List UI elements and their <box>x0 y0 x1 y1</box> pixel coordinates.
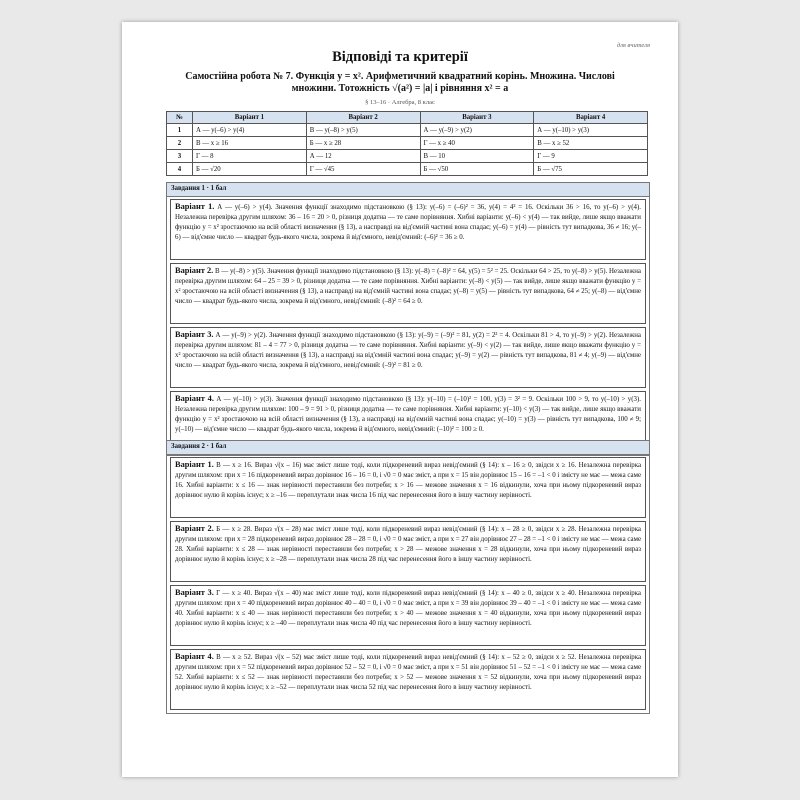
task-1-section <box>166 182 650 456</box>
page-subtitle: Самостійна робота № 7. Функція y = x². Арифметичний квадратний корінь. Множина. Числові множини. Тотожність √(a²) = |a| і рівняння x² = a <box>185 71 615 94</box>
table-row <box>167 124 648 137</box>
table-cell: Г — x ≥ 40 <box>420 137 534 150</box>
variant-label: Варіант 3. <box>175 330 214 339</box>
task-2-variant-4-card <box>170 649 646 710</box>
row-number: 4 <box>167 163 193 176</box>
table-cell: Б — x ≥ 28 <box>306 137 420 150</box>
page-title: Відповіді та критерії <box>332 49 468 65</box>
answer-sheet-page <box>122 22 678 777</box>
variant-label: Варіант 3. <box>175 588 214 597</box>
table-row <box>167 150 648 163</box>
variant-label: Варіант 4. <box>175 652 214 661</box>
variant-explanation: А — y(–9) > y(2). Значення функції знаходимо підстановкою (§ 13): y(–9) = (–9)² = 81, y(2) = 2² = 4. Оскільки 81 > 4, то y(–9) > y(2). Незалежна перевірка другим шляхом: 81 – 4 = 77 > 0, різниця додатна — те саме порівняння. Хибні варіанти: y(–9) < y(2) — так вийде, лише якщо вважати функцію y = x² зростаючою на всій області визначення (§ 13), а насправді на від'ємній частині вона спадає; y(–9) = y(2) — рівність тут випадкова, 81 ≠ 4; y(–9) — від'ємне число — квадрат будь-якого числа, зокрема й від'ємного, невід'ємний: (–9)² = 81 ≥ 0. <box>175 332 641 369</box>
variant-explanation: А — y(–10) > y(3). Значення функції знаходимо підстановкою (§ 13): y(–10) = (–10)² = 100, y(3) = 3² = 9. Оскільки 100 > 9, то y(–10) > y(3). Незалежна перевірка другим шляхом: 100 – 9 = 91 > 0, різниця додатна — те саме порівняння. Хибні варіанти: y(–10) < y(3) — так вийде, лише якщо вважати функцію y = x² зростаючою на всій області визначення (§ 13), а насправді на від'ємній частині вона спадає; y(–10) = y(3) — рівність тут випадкова, 100 ≠ 9; y(–10) — від'ємне число — квадрат будь-якого числа, зокрема й від'ємного, невід'ємний: (–10)² = 100 ≥ 0. <box>175 396 642 433</box>
task-2-section <box>166 440 650 714</box>
table-cell: А — y(–10) > y(3) <box>534 124 648 137</box>
table-cell: Б — √50 <box>420 163 534 176</box>
table-cell: В — x ≥ 52 <box>534 137 648 150</box>
variant-label: Варіант 1. <box>175 202 215 211</box>
table-row <box>167 163 648 176</box>
task-1-variant-2-card <box>170 263 646 324</box>
column-header-number: № <box>167 112 193 124</box>
answer-table <box>166 111 648 176</box>
variant-label: Варіант 4. <box>175 394 214 403</box>
variant-label: Варіант 2. <box>175 524 214 533</box>
table-cell: Б — √20 <box>193 163 307 176</box>
task-2-variant-2-card <box>170 521 646 582</box>
variant-explanation: В — x ≥ 16. Вираз √(x – 16) має зміст лише тоді, коли підкореневий вираз невід'ємний (§ 14): x – 16 ≥ 0, звідси x ≥ 16. Незалежна перевірка другим шляхом: при x = 16 підкореневий вираз дорівнює 16 – 16 = 0, і √0 = 0 має зміст, а при x = 15 він дорівнює 15 – 16 = –1 < 0 і змісту не має — межа саме 16. Хибні варіанти: x ≤ 16 — знак нерівності переставили без потреби; x > 16 — межове значення x = 16 відкинули, хоча при ньому підкореневий вираз дорівнює нулю й корінь існує; x ≥ –16 — переплутали знак числа 16 під час перенесення його в іншу частину нерівності. <box>175 462 641 499</box>
row-number: 1 <box>167 124 193 137</box>
table-cell: А — y(–9) > y(2) <box>420 124 534 137</box>
column-header-variant-1: Варіант 1 <box>193 112 307 124</box>
table-cell: В — x ≥ 16 <box>193 137 307 150</box>
task-2-variant-3-card <box>170 585 646 646</box>
variant-explanation: В — y(–8) > y(5). Значення функції знаходимо підстановкою (§ 13): y(–8) = (–8)² = 64, y(5) = 5² = 25. Оскільки 64 > 25, то y(–8) > y(5). Незалежна перевірка другим шляхом: 64 – 25 = 39 > 0, різниця додатна — те саме порівняння. Хибні варіанти: y(–8) < y(5) — так вийде, лише якщо вважати функцію y = x² зростаючою на всій області визначення (§ 13), а насправді на від'ємній частині вона спадає; y(–8) = y(5) — рівність тут випадкова, 64 ≠ 25; y(–8) — від'ємне число — квадрат будь-якого числа, зокрема й від'ємного, невід'ємний: (–8)² = 64 ≥ 0. <box>175 268 641 305</box>
table-cell: Б — √75 <box>534 163 648 176</box>
variant-explanation: В — x ≥ 52. Вираз √(x – 52) має зміст лише тоді, коли підкореневий вираз невід'ємний (§ 14): x – 52 ≥ 0, звідси x ≥ 52. Незалежна перевірка другим шляхом: при x = 52 підкореневий вираз дорівнює 52 – 52 = 0, і √0 = 0 має зміст, а при x = 51 він дорівнює 51 – 52 = –1 < 0 і змісту не має — межа саме 52. Хибні варіанти: x ≤ 52 — знак нерівності переставили без потреби; x > 52 — межове значення x = 52 відкинули, хоча при ньому підкореневий вираз дорівнює нулю й корінь існує; x ≥ –52 — переплутали знак числа 52 під час перенесення його в іншу частину нерівності. <box>175 654 641 691</box>
task-1-variant-3-card <box>170 327 646 388</box>
task-2-variant-1-card <box>170 457 646 518</box>
column-header-variant-2: Варіант 2 <box>306 112 420 124</box>
table-cell: В — y(–8) > y(5) <box>306 124 420 137</box>
section-reference: § 13–16 · Алгебра, 8 клас <box>365 99 435 106</box>
task-1-header: Завдання 1 · 1 бал <box>167 183 649 197</box>
answer-table-header <box>167 112 648 124</box>
column-header-variant-3: Варіант 3 <box>420 112 534 124</box>
column-header-variant-4: Варіант 4 <box>534 112 648 124</box>
table-cell: А — y(–6) > y(4) <box>193 124 307 137</box>
table-cell: Г — √45 <box>306 163 420 176</box>
task-1-variant-1-card <box>170 199 646 260</box>
row-number: 3 <box>167 150 193 163</box>
variant-label: Варіант 2. <box>175 266 214 275</box>
variant-explanation: Б — x ≥ 28. Вираз √(x – 28) має зміст лише тоді, коли підкореневий вираз невід'ємний (§ 14): x – 28 ≥ 0, звідси x ≥ 28. Незалежна перевірка другим шляхом: при x = 28 підкореневий вираз дорівнює 28 – 28 = 0, і √0 = 0 має зміст, а при x = 27 він дорівнює 27 – 28 = –1 < 0 і змісту не має — межа саме 28. Хибні варіанти: x ≤ 28 — знак нерівності переставили без потреби; x > 28 — межове значення x = 28 відкинули, хоча при ньому підкореневий вираз дорівнює нулю й корінь існує; x ≥ –28 — переплутали знак числа 28 під час перенесення його в іншу частину нерівності. <box>175 526 641 563</box>
table-cell: Г — 9 <box>534 150 648 163</box>
table-cell: А — 12 <box>306 150 420 163</box>
row-number: 2 <box>167 137 193 150</box>
variant-label: Варіант 1. <box>175 460 214 469</box>
table-row <box>167 137 648 150</box>
table-cell: В — 10 <box>420 150 534 163</box>
variant-explanation: А — y(–6) > y(4). Значення функції знаходимо підстановкою (§ 13): y(–6) = (–6)² = 36, y(4) = 4² = 16. Оскільки 36 > 16, то y(–6) > y(4). Незалежна перевірка другим шляхом: 36 – 16 = 20 > 0, різниця додатна — те саме порівняння. Хибні варіанти: y(–6) < y(4) — так вийде, лише якщо вважати функцію y = x² зростаючою на всій області визначення (§ 13), а насправді на від'ємній частині вона спадає; y(–6) = y(4) — рівність тут випадкова, 36 ≠ 16; y(–6) — від'ємне число — квадрат будь-якого числа, зокрема й від'ємного, невід'ємний: (–6)² = 36 ≥ 0. <box>175 204 642 241</box>
teacher-label: для вчителя <box>616 42 650 49</box>
table-cell: Г — 8 <box>193 150 307 163</box>
task-2-header: Завдання 2 · 1 бал <box>167 441 649 455</box>
variant-explanation: Г — x ≥ 40. Вираз √(x – 40) має зміст лише тоді, коли підкореневий вираз невід'ємний (§ 14): x – 40 ≥ 0, звідси x ≥ 40. Незалежна перевірка другим шляхом: при x = 40 підкореневий вираз дорівнює 40 – 40 = 0, і √0 = 0 має зміст, а при x = 39 він дорівнює 39 – 40 = –1 < 0 і змісту не має — межа саме 40. Хибні варіанти: x ≤ 40 — знак нерівності переставили без потреби; x > 40 — межове значення x = 40 відкинули, хоча при ньому підкореневий вираз дорівнює нулю й корінь існує; x ≥ –40 — переплутали знак числа 40 під час перенесення його в іншу частину нерівності. <box>175 590 641 627</box>
